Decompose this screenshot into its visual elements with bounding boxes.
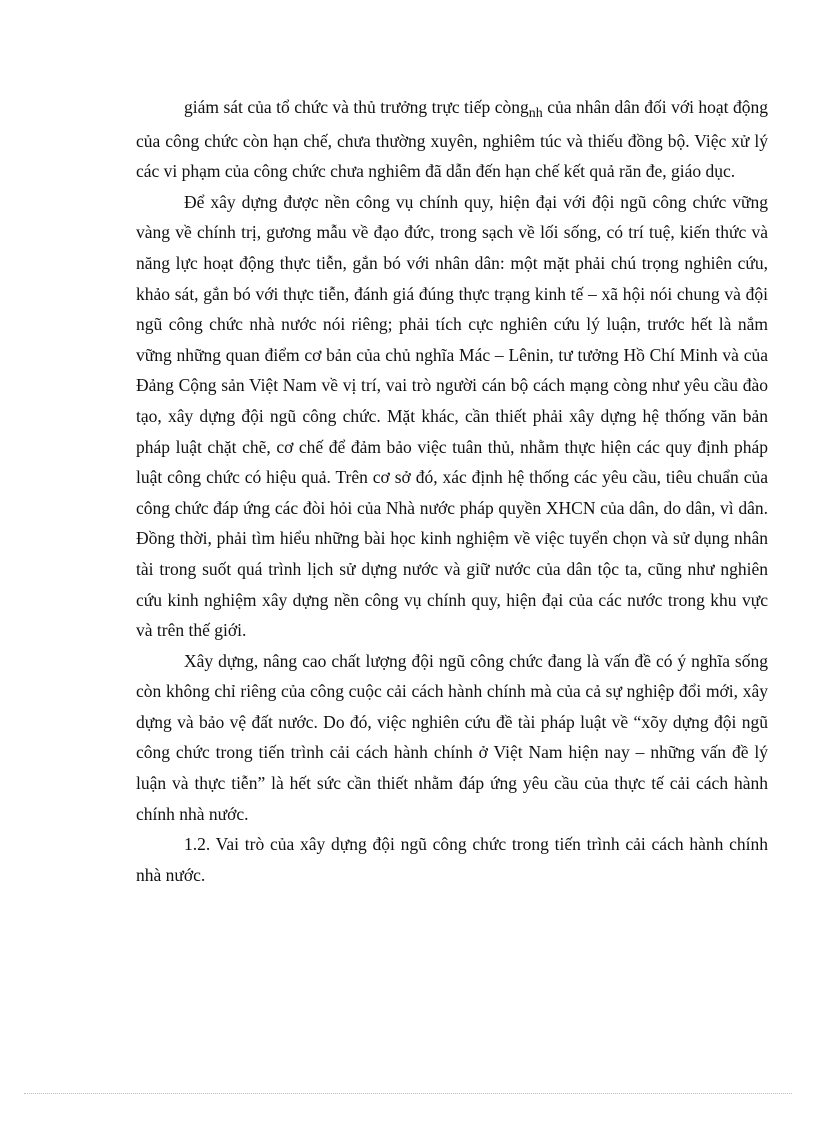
section-heading-1-2: 1.2. Vai trò của xây dựng đội ngũ công chức trong tiến trình cải cách hành chính nhà nước. [136,834,768,885]
page-bottom-divider [24,1093,792,1094]
paragraph-1-text-cont: của nhân dân đối với hoạt động của công chức còn hạn chế, chưa thường xuyên, nghiêm túc và thiếu đồng bộ. Việc xử lý các vi phạm của công chức chưa nghiêm đã dẫn đến hạn chế kết quả răn đe, giáo dục. [136,97,768,182]
subscript-fragment: nh [528,106,543,121]
paragraph-2: Để xây dựng được nền công vụ chính quy, hiện đại với đội ngũ công chức vững vàng về chính trị, gương mẫu về đạo đức, trong sạch về lối sống, có trí tuệ, kiến thức và năng lực hoạt động thực tiễn, gắn bó với nhân dân: một mặt phải chú trọng nghiên cứu, khảo sát, gắn bó với thực tiễn, đánh giá đúng thực trạng kinh tế – xã hội nói chung và đội ngũ công chức nhà nước nói riêng; phải tích cực nghiên cứu lý luận, trước hết là nắm vững những quan điểm cơ bản của chủ nghĩa Mác – Lênin, tư tưởng Hồ Chí Minh và của Đảng Cộng sản Việt Nam về vị trí, vai trò người cán bộ cách mạng còng như yêu cầu đào tạo, xây dựng đội ngũ công chức. Mặt khác, cần thiết phải xây dựng hệ thống văn bản pháp luật chặt chẽ, cơ chế để đảm bảo việc tuân thủ, nhằm thực hiện các quy định pháp luật công chức có hiệu quả. Trên cơ sở đó, xác định hệ thống các yêu cầu, tiêu chuẩn của công chức đáp ứng các đòi hỏi của Nhà nước pháp quyền XHCN của dân, do dân, vì dân. Đồng thời, phải tìm hiểu những bài học kinh nghiệm về việc tuyển chọn và sử dụng nhân tài trong suốt quá trình lịch sử dựng nước và giữ nước của dân tộc ta, cũng như nghiên cứu kinh nghiệm xây dựng nền công vụ chính quy, hiện đại của các nước trong khu vực và trên thế giới. [136,191,768,641]
document-body [136,92,768,890]
paragraph-1-text: giám sát của tổ chức và thủ trưởng trực tiếp còng [184,97,529,117]
paragraph-3: Xây dựng, nâng cao chất lượng đội ngũ công chức đang là vấn đề có ý nghĩa sống còn không chỉ riêng của công cuộc cải cách hành chính mà của cả sự nghiệp đổi mới, xây dựng và bảo vệ đất nước. Do đó, việc nghiên cứu đề tài pháp luật về “xõy dựng đội ngũ công chức trong tiến trình cải cách hành chính ở Việt Nam hiện nay – những vấn đề lý luận và thực tiễn” là hết sức cần thiết nhằm đáp ứng yêu cầu của thực tế cải cách hành chính nhà nước. [136,650,768,824]
paragraph-1 [136,92,768,187]
